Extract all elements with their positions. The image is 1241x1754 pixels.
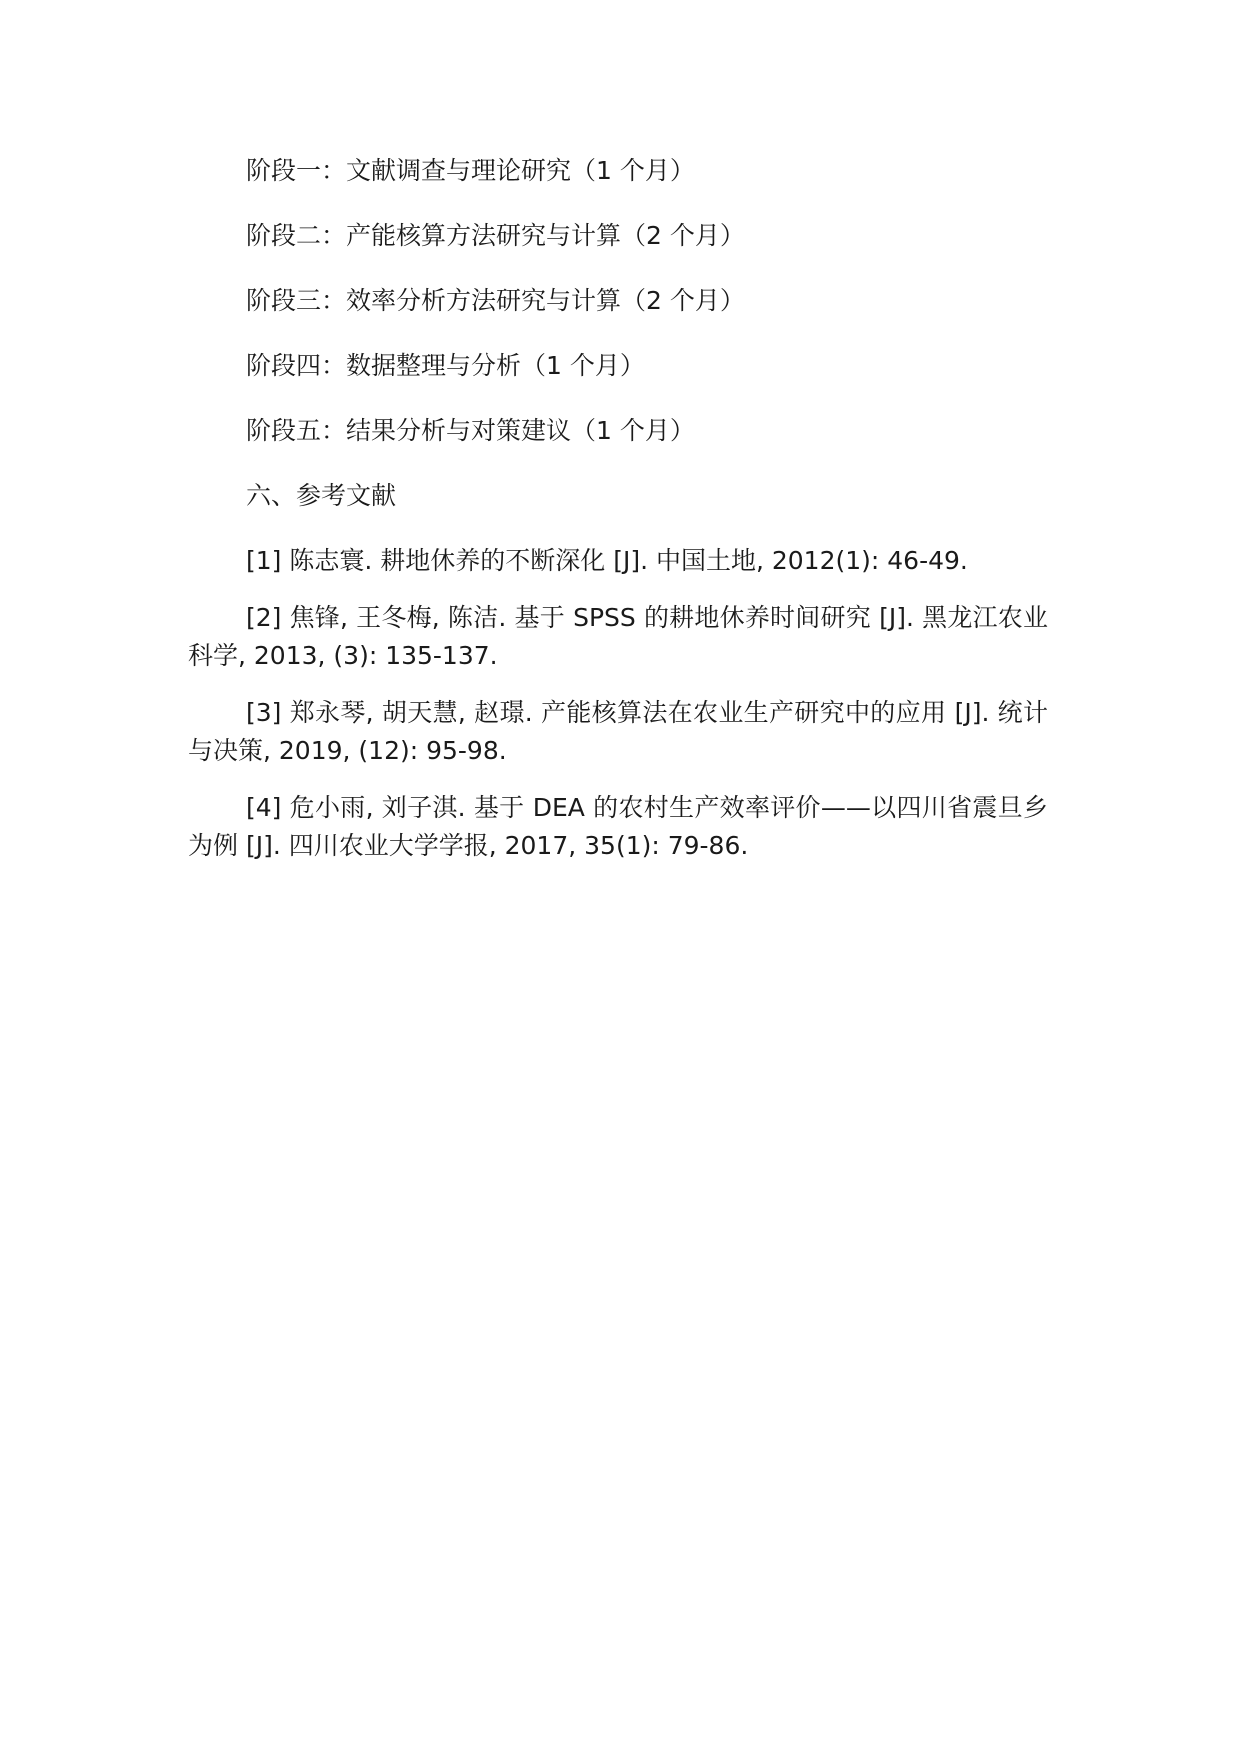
document-body [188,152,1048,884]
stage-item: 阶段五：结果分析与对策建议（1 个月） [246,416,695,445]
reference-item: [2] 焦锋, 王冬梅, 陈洁. 基于 SPSS 的耕地休养时间研究 [J]. 黑龙江农业科学, 2013, (3): 135-137. [188,603,1048,670]
stage-item: 阶段一：文献调查与理论研究（1 个月） [246,156,695,185]
stage-item: 阶段三：效率分析方法研究与计算（2 个月） [246,286,745,315]
references-heading: 六、参考文献 [246,481,397,510]
reference-item: [4] 危小雨, 刘子淇. 基于 DEA 的农村生产效率评价——以四川省震旦乡为例 [J]. 四川农业大学学报, 2017, 35(1): 79-86. [188,793,1048,860]
reference-item: [1] 陈志寰. 耕地休养的不断深化 [J]. 中国土地, 2012(1): 46-49. [246,546,968,575]
stage-item: 阶段二：产能核算方法研究与计算（2 个月） [246,221,745,250]
reference-item: [3] 郑永琴, 胡天慧, 赵璟. 产能核算法在农业生产研究中的应用 [J]. 统计与决策, 2019, (12): 95-98. [188,698,1048,765]
stage-item: 阶段四：数据整理与分析（1 个月） [246,351,645,380]
